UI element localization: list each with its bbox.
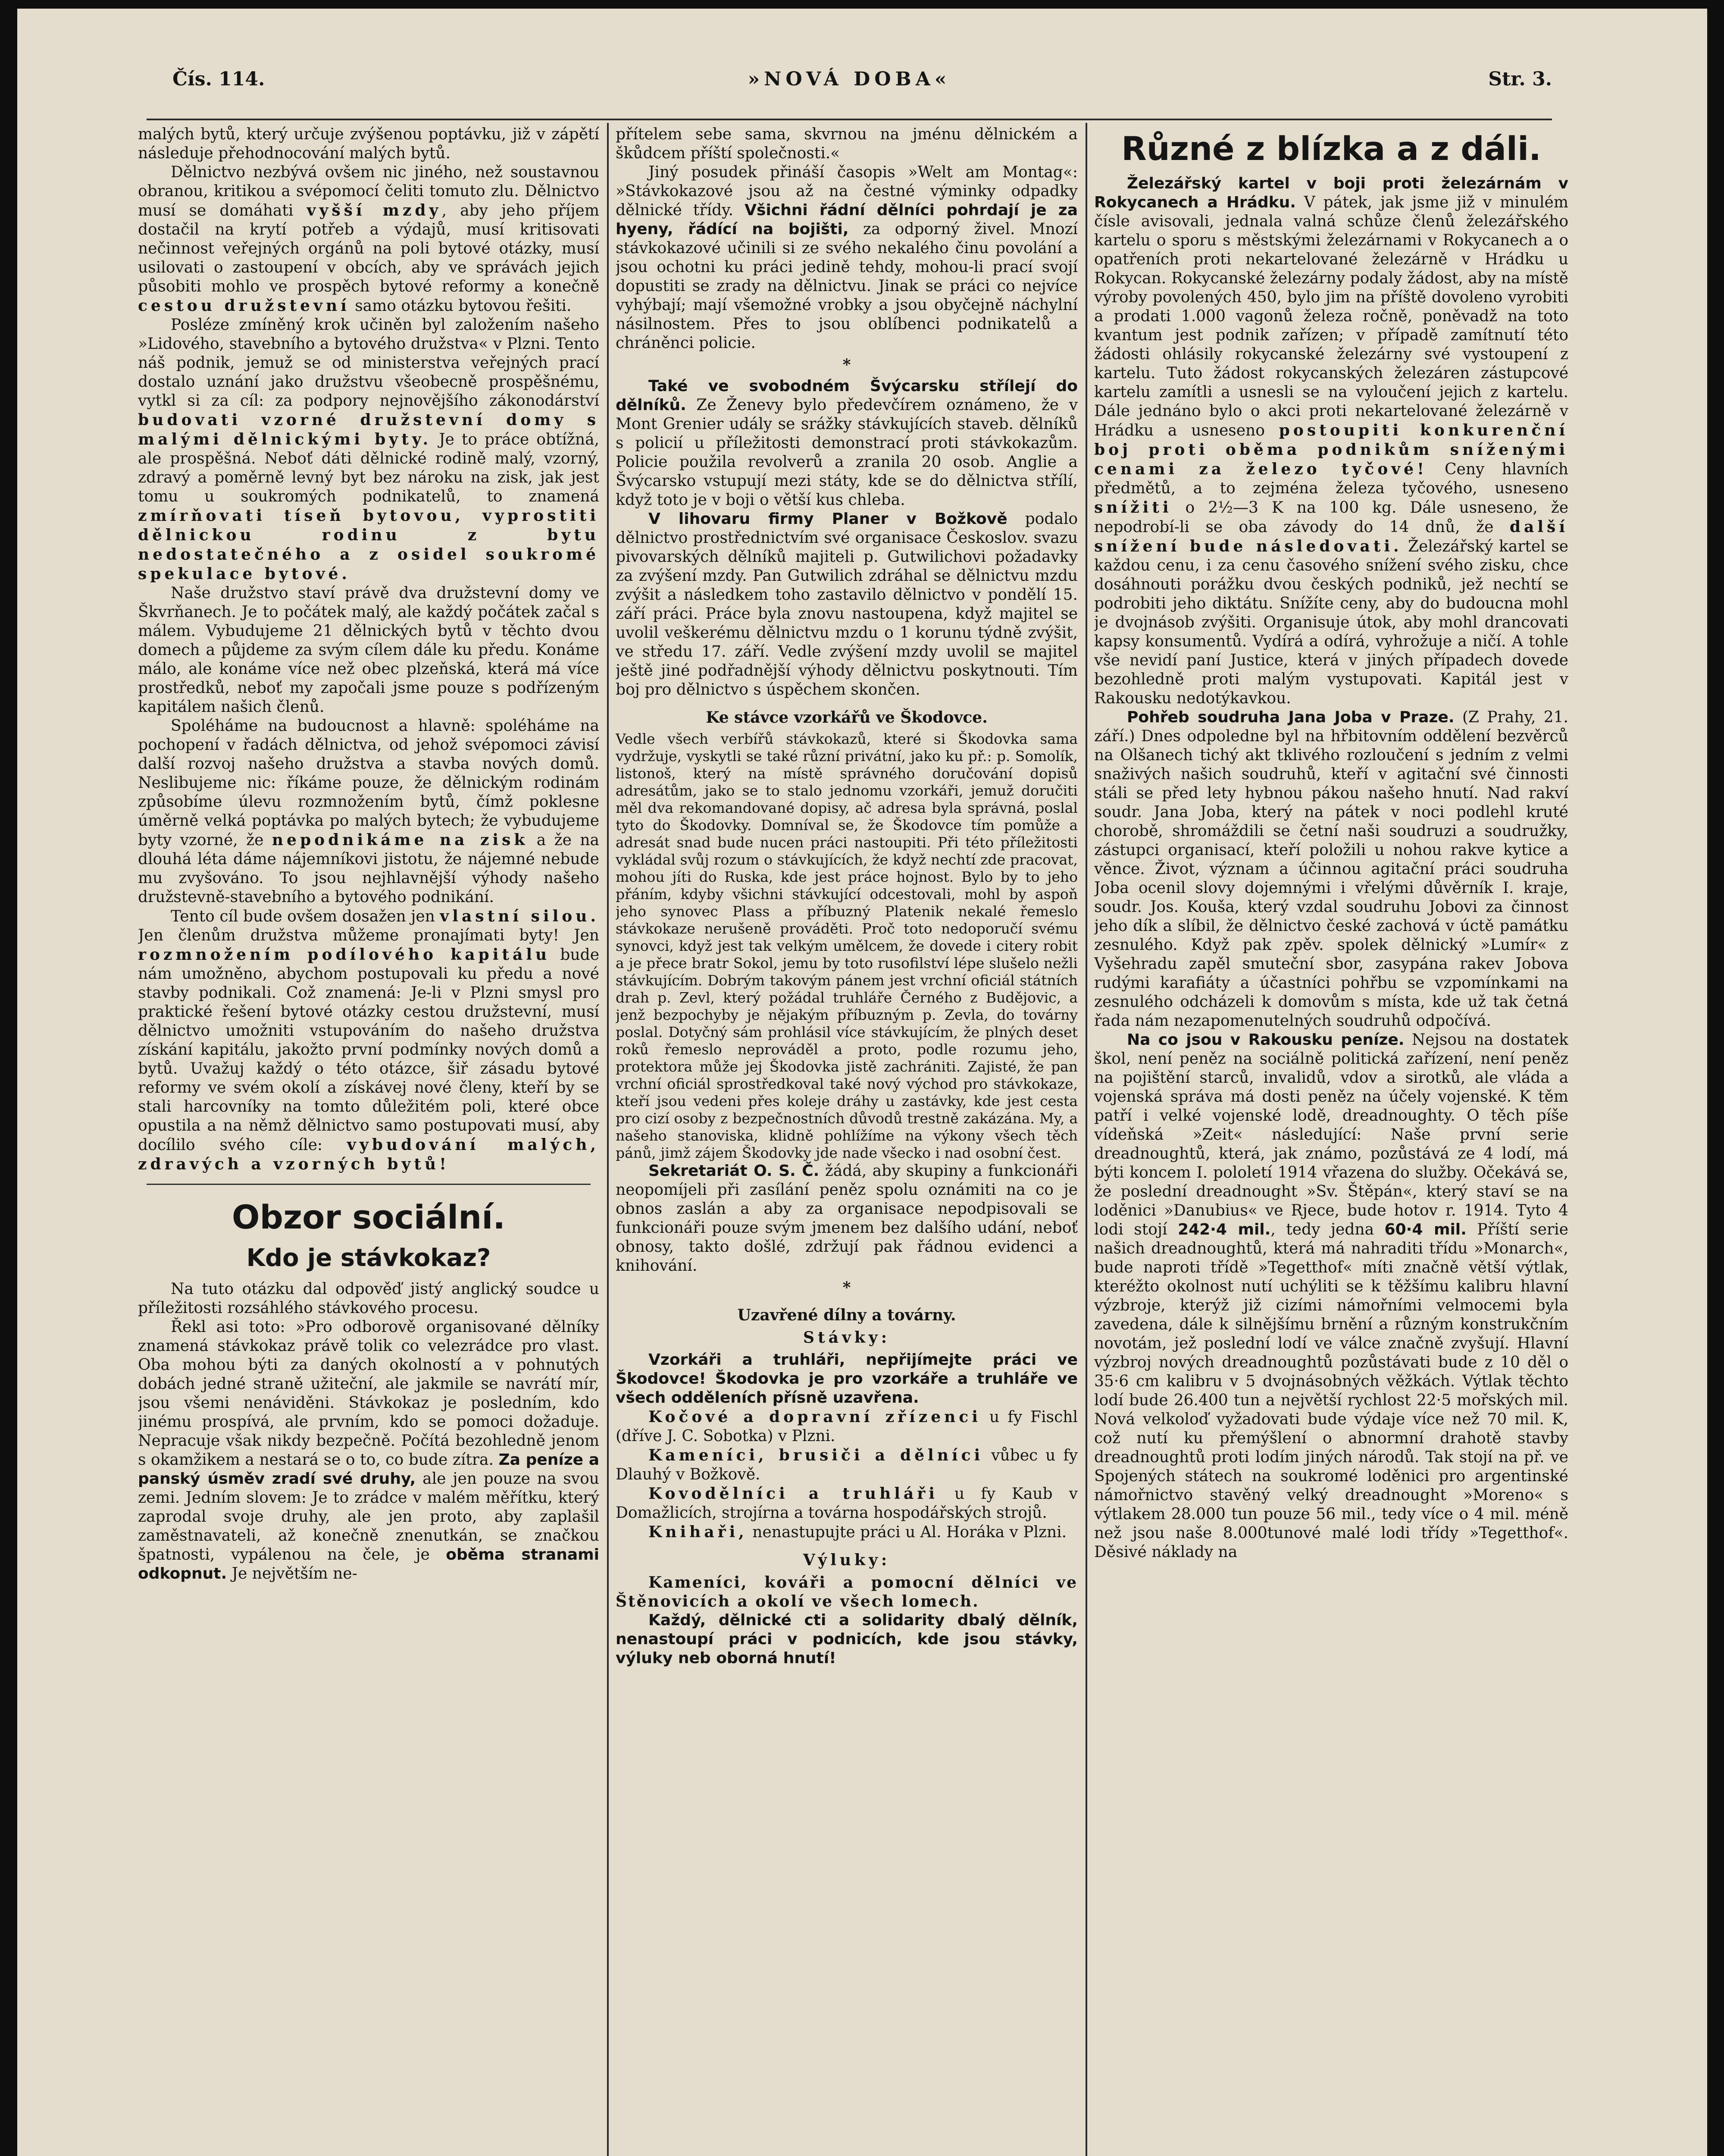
- strike-notice: Vzorkáři a truhláři, nepřijímejte práci ve Škodovce! Škodovka je pro vzorkáře a truhláře ve všech odděleních přísně uzavřena.: [616, 1351, 1078, 1407]
- paragraph: malých bytů, který určuje zvýšenou poptávku, již v zápětí následuje přehodnocování malých bytů.: [138, 125, 599, 162]
- paragraph: Vedle všech verbířů stávkokazů, které si Škodovka sama vydržuje, vyskytli se také různí privátní, jako ku př.: p. Somolík, listonoš, který na místě správného doručování dopisů adresátům, jako se to stalo jednomu vzorkáři, jemuž doručiti měl dva rekomandované dopisy, ač adresa byla správná, poslal tyto do Škodovky. Domníval se, že Škodovce tím pomůže a adresát snad bude nucen práci nastoupiti. Při této příležitosti vykládal svůj rozum o stávkujících, že když nechtí zde pracovat, mohou jíti do Ruska, kde jest práce hojnost. Bylo by to jeho přáním, kdyby všichni stávkující odcestovali, mohl by aspoň jeho synovec Plass a příbuzný Platenik nekalé řemeslo stávkokaze nerušeně prováděti. Proč toto nedoporučí svému synovci, když jest tak velkým umělcem, že dovede i citery robit a je přece bratr Sokol, jemu by toto rusofilství lépe slušelo nežli stávkujícím. Dobrým takovým pánem jest vrchní oficiál státních drah p. Zevl, který požádal truhláře Černého z Budějovic, a jenž bezpochyby je nějakým příbuzným p. Zevla, do továrny poslal. Dotyčný sám prohlásil více stávkujícím, že plných deset roků řemeslo neprováděl a proto, podle rozumu jeho, protektora může jej Škodovka jistě zachrániti. Zajisté, že pan vrchní oficiál sprostředkoval také nový východ pro stávkokaze, kteří jsou vedeni přes koleje dráhy u zastávky, kde jest cesta pro cizí osoby z bezpečnostních důvodů trestně zakázána. My, a našeho stanoviska, klidně pohlížíme na výkony všech těch pánů, jimž zájem Škodovky jde nade všecko i nad osobní čest.: [616, 730, 1078, 1161]
- paragraph: Posléze zmíněný krok učiněn byl založením našeho »Lidového, stavebního a bytového družstva« v Plzni. Tento náš podnik, jemuž se od ministerstva veřejných prací dostalo uznání jako družstvu všeobecně prospěšnému, vytkl si za cíl: za podpory nejnovějšího zákonodárství budovati vzorné družstevní domy s malými dělnickými byty. Je to práce obtížná, ale prospěšná. Neboť dáti dělnické rodině malý, vzorný, zdravý a poměrně levný byt bez nároku na zisk, jak jest tomu u soukromých podnikatelů, to znamená zmírňovati tíseň bytovou, vyprostiti dělnickou rodinu z bytu nedostatečného a z osidel soukromé spekulace bytové.: [138, 316, 599, 583]
- article-heading: Ke stávce vzorkářů ve Škodovce.: [706, 708, 988, 727]
- masthead-title: »NOVÁ DOBA«: [748, 68, 951, 90]
- column-divider-2: [1086, 123, 1087, 2156]
- section-title: Různé z blízka a z dáli.: [1121, 129, 1541, 168]
- paragraph: Pohřeb soudruha Jana Joba v Praze. (Z Prahy, 21. září.) Dnes odpoledne byl na hřbitovním oddělení bezvěrců na Olšanech tichý akt tklivého rozloučení s jedním z velmi snaživých našich soudruhů, kteří v agitační své činnosti stáli se před lety hybnou pákou našeho hnutí. Nad rakví soudr. Jana Joba, který na pátek v noci podlehl kruté chorobě, shromáždili se četní naši soudruzi a soudružky, zástupci organisací, kteří položili u nohou rakve kytice a věnce. Život, význam a účinnou agitační práci soudruha Joba ocenil slovy dojemnými i vřelými důvěrník I. kraje, soudr. Jos. Kouša, který vzdal soudruhu Jobovi za činnost jeho dík a slíbil, že dělnictvo české zachová v úctě památku zesnulého. Když pak zpěv. spolek dělnický »Lumír« z Vyšehradu zapěl smuteční sbor, zasypána rakev Jobova rudými karafiáty a účastníci pohřbu se vzpomínkami na zesnulého odcházeli k domovům s místa, kde už tak četná řada nám nezapomenutelných soudruhů odpočívá.: [1094, 708, 1568, 1030]
- newspaper-page: [17, 9, 1707, 2156]
- column-2: [616, 125, 1078, 2156]
- paragraph: Řekl asi toto: »Pro odborově organisované dělníky znamená stávkokaz právě tolik co velezrádce pro vlast. Oba mohou býti za daných okolností a v pohnutých dobách jedné straně užiteční, ale jakmile se navrátí mír, jsou všemi nenáviděni. Stávkokaz je posledním, kdo jinému prospívá, ale prvním, kdo se pomoci dožaduje. Nepracuje však nikdy bezpečně. Počítá bezohledně jenom s okamžikem a nestará se o to, co bude zítra. Za peníze a panský úsměv zradí své druhy, ale jen pouze na svou zemi. Jedním slovem: Je to zrádce v malém měřítku, který zaprodal svoje druhy, ale jen proto, aby zaplašil zaměstnavateli, až konečně znenutkán, se značkou špatnosti, vypálenou na čele, je oběma stranami odkopnut. Je největším ne-: [138, 1318, 599, 1583]
- lockout-notice: Kameníci, kováři a pomocní dělníci ve Štěnovicích a okolí ve všech lomech.: [616, 1573, 1078, 1611]
- article-title: Kdo je stávkokaz?: [246, 1244, 491, 1272]
- column-divider-1: [607, 123, 609, 2156]
- paragraph: Spoléháme na budoucnost a hlavně: spoléháme na pochopení v řadách dělnictva, od jehož svépomoci závisí další rozvoj našeho družstva a stavba nových domů. Neslibujeme nic: říkáme pouze, že dělnickým rodinám způsobíme úlevu rozmnožením bytů, čímž poklesne úměrně velká poptávka po malých bytech; že vybudujeme byty vzorné, že nepodnikáme na zisk a že na dlouhá léta dáme nájemníkovi jistotu, že nájemné nebude mu zvyšováno. To jsou nejhlavnější výhody našeho družstevně-stavebního a bytového podnikání.: [138, 717, 599, 906]
- strike-notice: Kameníci, brusiči a dělníci vůbec u fy Dlauhý v Božkově.: [616, 1446, 1078, 1483]
- page-header: [147, 60, 1552, 98]
- lockouts-title: Výluky:: [803, 1551, 891, 1569]
- paragraph: V lihovaru firmy Planer v Božkově podalo dělnictvo prostřednictvím své organisace Českoslov. svazu pivovarských dělníků majiteli p. Gutwilichovi požadavky za zvýšení mzdy. Pan Gutwilich zdráhal se dělnictvu mzdu zvýšit a následkem toho zastavilo dělnictvo v pondělí 15. září práci. Práce byla znovu nastoupena, když majitel se uvolil veškerému dělnictvu mzdu o 1 korunu týdně zvýšit, ve středu 17. září. Vedle zvýšení mzdy uvolil se majitel ještě jiné podřadnější výhody dělnictvu poskytnouti. Tím boj pro dělnictvo s úspěchem skončen.: [616, 510, 1078, 699]
- section-rule: [147, 1184, 591, 1185]
- strikes-title: Stávky:: [803, 1329, 891, 1347]
- section-title: Obzor sociální.: [232, 1198, 506, 1236]
- paragraph: Dělnictvo nezbývá ovšem nic jiného, než soustavnou obranou, kritikou a svépomocí čeliti tomuto zlu. Dělnictvo musí se domáhati vyšší mzdy, aby jeho příjem dostačil na krytí potřeb a výdajů, musí kritisovati nečinnost veřejných orgánů na poli bytové otázky, musí usilovati o zastoupení v obcích, aby ve správách jejich působiti mohlo ve prospěch bytové reformy a konečně cestou družstevní samo otázku bytovou řešiti.: [138, 163, 599, 315]
- column-1: [138, 125, 599, 2156]
- page-number: Str. 3.: [1488, 68, 1552, 90]
- strike-notice: Kočové a dopravní zřízenci u fy Fischl (dříve J. C. Sobotka) v Plzni.: [616, 1408, 1078, 1445]
- paragraph: Naše družstvo staví právě dva družstevní domy ve Škvrňanech. Je to počátek malý, ale každý počátek začal s málem. Vybudujeme 21 dělnických bytů v těchto dvou domech a půjdeme za svým cílem dále ku předu. Konáme málo, ale konáme více než obec plzeňská, která má více prostředků, neboť my započali jsme pouze s podřízeným kapitálem našich členů.: [138, 584, 599, 716]
- paragraph: Sekretariát O. S. Č. žádá, aby skupiny a funkcionáři neopomíjeli při zasílání peněz spolu oznámiti na co je obnos zaslán a aby za organisace nepodpisovali se funkcionáři pouze svým jmenem bez dalšího udání, neboť obnosy, takto došlé, zdržují pak řádnou evidenci a knihování.: [616, 1162, 1078, 1275]
- header-rule: [147, 119, 1552, 120]
- paragraph: Jiný posudek přináší časopis »Welt am Montag«: »Stávkokazové jsou až na čestné výminky odpadky dělnické třídy. Všichni řádní dělníci pohrdají je za hyeny, řádící na bojišti, za odporný živel. Mnozí stávkokazové učinili si ze svého nekalého činu povolání a jsou ochotni ku práci jedině tehdy, mohou-li prací svojí dopustiti se zrady na dělnictvu. Jinak se práci co nejvíce vyhýbají; mají všemožné vrobky a jsou obyčejně náchylní násilnostem. Přes to jsou oblíbenci podnikatelů a chráněnci policie.: [616, 163, 1078, 352]
- paragraph: Také ve svobodném Švýcarsku střílejí do dělníků. Ze Ženevy bylo předevčírem oznámeno, že v Mont Grenier udály se srážky stávkujících staveb. dělníků s policií u příležitosti demonstrací proti stávkokazům. Policie použila revolverů a zranila 20 osob. Anglie a Švýcarsko vstupují mezi státy, kde se do dělnictva střílí, když toto je v boji o větší kus chleba.: [616, 377, 1078, 509]
- strike-notice: Kovodělníci a truhláři u fy Kaub v Domažlicích, strojírna a továrna hospodářských strojů.: [616, 1485, 1078, 1522]
- separator-star: *: [842, 1279, 851, 1297]
- paragraph: Tento cíl bude ovšem dosažen jen vlastní silou. Jen členům družstva můžeme pronajímati byty! Jen rozmnožením podílového kapitálu bude nám umožněno, abychom postupovali ku předu a nové stavby podnikali. Což znamená: Je-li v Plzni smysl pro praktické řešení bytové otázky cestou družstevní, musí dělnictvo umožniti vstupováním do našeho družstva získání kapitálu, jakožto první podmínky nových domů a bytů. Uvažuj každý o této otázce, šiř zásadu bytové reformy ve svém okolí a získávej nové členy, kteří by se stali harcovníky na tomto důležitém poli, které obce opustila a na němž dělnictvo samo postupovati musí, aby docílilo svého cíle: vybudování malých, zdravých a vzorných bytů!: [138, 907, 599, 1173]
- paragraph: Na co jsou v Rakousku peníze. Nejsou na dostatek škol, není peněz na sociálně politická zařízení, není peněz na pojištění starců, invalidů, vdov a sirotků, ale vláda a vojenská správa má dosti peněz na účely vojenské. K těm patří i velké vojenské lodě, dreadnoughty. O těch píše vídeňská »Zeit« následující: Naše první serie dreadnoughtů, která, jak známo, pozůstává ze 4 lodí, má býti koncem I. pololetí 1914 vřazena do služby. Očekává se, že poslední dreadnought »Sv. Štěpán«, který staví se na loděnici »Danubius« ve Rjece, bude hotov r. 1914. Tyto 4 lodi stojí 242·4 mil., tedy jedna 60·4 mil. Příští serie našich dreadnoughtů, která má nahraditi třídu »Monarch«, bude naproti třídě »Tegetthof« míti značně větší výtlak, kteréžto okolnost nutí uchýliti se k těžšímu kalibru hlavní výzbroje, kterýž již cizími námořními velmocemi byla zavedena, dále k silnějšímu brnění a různým konstrukčním novotám, jež poslední lodí ve válce značně zvyšují. Hlavní výzbroj nových dreadnoughtů pozůstávati bude z 10 děl o 35·6 cm kalibru v 5 dvojnásobných věžkách. Výtlak těchto lodí bude 26.400 tun a největší rychlost 22·5 mořských mil. Nová velkoloď vyžadovati bude výdaje více než 70 mil. K, což nutí ku přemýšlení o abnormní drahotě stavby dreadnoughtů proti lodím jiných národů. Tak stojí na př. ve Spojených státech na soukromé loděnici pro argentinské námořnictvo stavěný velký dreadnought »Moreno« s výtlakem 28.000 tun pouze 56 mil., tedy více o 4 mil. méně než jsou naše 8.000tunové malé lodi třídy »Tegetthof«. Děsivé náklady na: [1094, 1031, 1568, 1561]
- paragraph: Železářský kartel v boji proti železárnám v Rokycanech a Hrádku. V pátek, jak jsme již v minulém čísle avisovali, jednala valná schůze členů železářského kartelu o sporu s městskými železárnami v Rokycanech a o opatřeních proti nekartelované železárně v Hrádku u Rokycan. Rokycanské železárny podaly žádost, aby na místě výroby povolených 450, bylo jim na příště dovoleno vyrobiti a prodati 1.000 vagonů železa ročně, poněvadž na toto kvantum jest podnik zařízen; v případě zamítnutí této žádosti ohlásily rokycanské železárny své vystoupení z kartelu. Tuto žádost rokycanských železáren zástupcové kartelu zamítli a usnesli se na vyloučení jejich z kartelu. Dále jednáno bylo o akci proti nekartelované železárně v Hrádku a usneseno postoupiti konkurenční boj proti oběma podnikům sníženými cenami za železo tyčové! Ceny hlavních předmětů, a to zejména železa tyčového, usneseno snížiti o 2½—3 K na 100 kg. Dále usneseno, že nepodrobí-li se oba závody do 14 dnů, že další snížení bude následovati. Železářský kartel se každou cenu, i za cenu časového snížení svého zisku, chce dosáhnouti porážku dvou českých podniků, jež nechtí se podrobiti jeho diktátu. Snížíte ceny, aby do budoucna mohl je dvojnásob zvýšiti. Organisuje útok, aby mohl drancovati kapsy konsumentů. Vydírá a odírá, vyhrožuje a ničí. A tohle vše nevidí paní Justice, která v jiných případech dovede bezohledně proti malým vystupovati. Kapitál jest v Rakousku nedotýkavkou.: [1094, 175, 1568, 707]
- strike-notice: Knihaři, nenastupujte práci u Al. Horáka v Plzni.: [648, 1523, 1067, 1541]
- paragraph: přítelem sebe sama, skvrnou na jménu dělnickém a škůdcem příští společnosti.«: [616, 125, 1078, 162]
- lockout-notice: Každý, dělnické cti a solidarity dbalý dělník, nenastoupí práci v podnicích, kde jsou stávky, výluky neb oborná hnutí!: [616, 1611, 1078, 1667]
- issue-number: Čís. 114.: [172, 68, 265, 90]
- column-3: [1094, 125, 1568, 2156]
- separator-star: *: [842, 356, 851, 374]
- paragraph: Na tuto otázku dal odpověď jistý anglický soudce u příležitosti rozsáhlého stávkového procesu.: [138, 1280, 599, 1317]
- notice-title: Uzavřené dílny a továrny.: [737, 1306, 956, 1324]
